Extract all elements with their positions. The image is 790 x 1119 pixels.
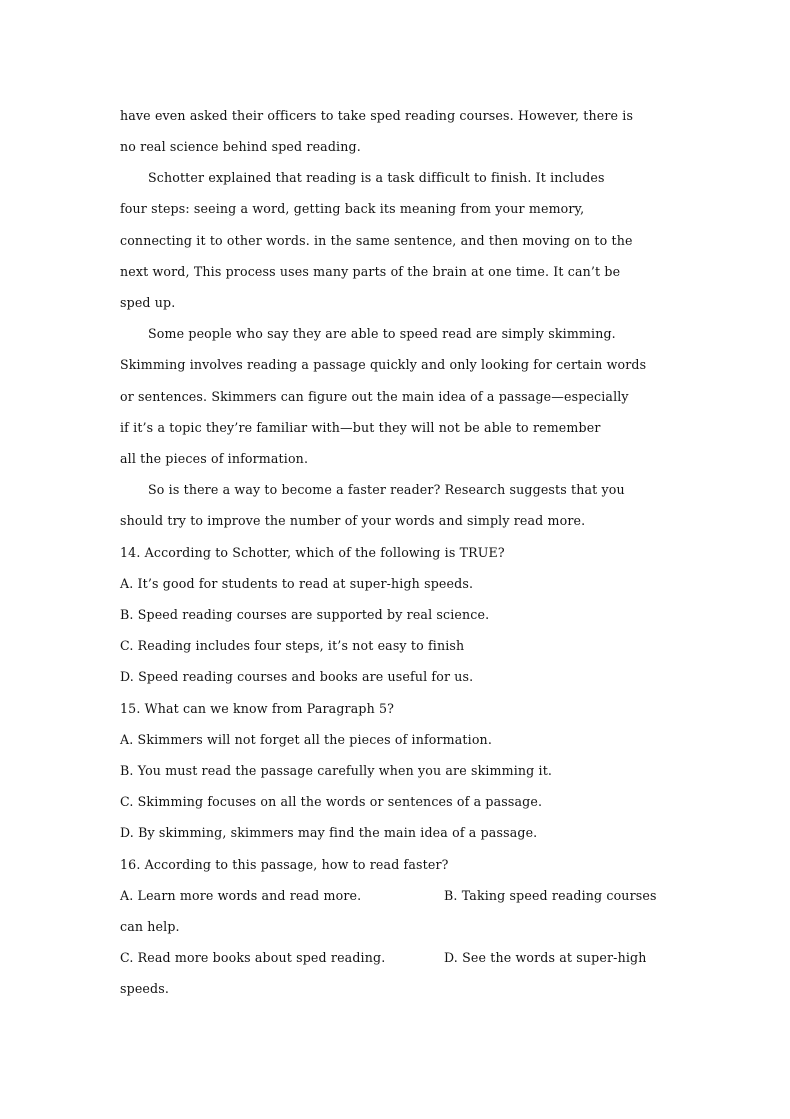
question-14-option-c: C. Reading includes four steps, it’s not easy to finish	[120, 638, 465, 653]
paragraph-3-line-2: Skimming involves reading a passage quickly and only looking for certain words	[120, 357, 647, 372]
question-16-option-c: C. Read more books about sped reading.	[120, 950, 386, 965]
question-16-option-a: A. Learn more words and read more.	[120, 888, 362, 903]
question-16-stem: 16. According to this passage, how to read faster?	[120, 857, 449, 872]
paragraph-2-line-4: next word, This process uses many parts of the brain at one time. It can’t be	[120, 264, 621, 279]
paragraph-2-line-2: four steps: seeing a word, getting back its meaning from your memory,	[120, 201, 585, 216]
question-15-option-c: C. Skimming focuses on all the words or sentences of a passage.	[120, 794, 543, 809]
paragraph-1-line-1: have even asked their officers to take sped reading courses. However, there is	[120, 108, 634, 123]
question-15-stem: 15. What can we know from Paragraph 5?	[120, 701, 395, 716]
paragraph-1-line-2: no real science behind sped reading.	[120, 139, 361, 154]
paragraph-2-line-5: sped up.	[120, 295, 176, 310]
question-16-option-d: D. See the words at super-high	[444, 950, 647, 965]
question-14-option-d: D. Speed reading courses and books are useful for us.	[120, 669, 474, 684]
paragraph-3-line-4: if it’s a topic they’re familiar with—but they will not be able to remember	[120, 420, 601, 435]
question-14-option-b: B. Speed reading courses are supported by real science.	[120, 607, 490, 622]
question-16-option-b-continued: can help.	[120, 919, 180, 934]
paragraph-2-line-3: connecting it to other words. in the same sentence, and then moving on to the	[120, 233, 633, 248]
question-14-option-a: A. It’s good for students to read at super-high speeds.	[120, 576, 474, 591]
question-14-stem: 14. According to Schotter, which of the following is TRUE?	[120, 545, 505, 560]
paragraph-3-line-3: or sentences. Skimmers can figure out the main idea of a passage—especially	[120, 389, 629, 404]
question-15-option-b: B. You must read the passage carefully when you are skimming it.	[120, 763, 553, 778]
paragraph-2-line-1: Schotter explained that reading is a task difficult to finish. It includes	[148, 170, 605, 185]
question-16-option-d-continued: speeds.	[120, 981, 170, 996]
question-15-option-a: A. Skimmers will not forget all the pieces of information.	[120, 732, 492, 747]
paragraph-4-line-1: So is there a way to become a faster reader? Research suggests that you	[148, 482, 625, 497]
paragraph-3-line-1: Some people who say they are able to speed read are simply skimming.	[148, 326, 616, 341]
paragraph-3-line-5: all the pieces of information.	[120, 451, 309, 466]
question-16-option-b: B. Taking speed reading courses	[444, 888, 657, 903]
paragraph-4-line-2: should try to improve the number of your words and simply read more.	[120, 513, 586, 528]
question-15-option-d: D. By skimming, skimmers may find the main idea of a passage.	[120, 825, 538, 840]
